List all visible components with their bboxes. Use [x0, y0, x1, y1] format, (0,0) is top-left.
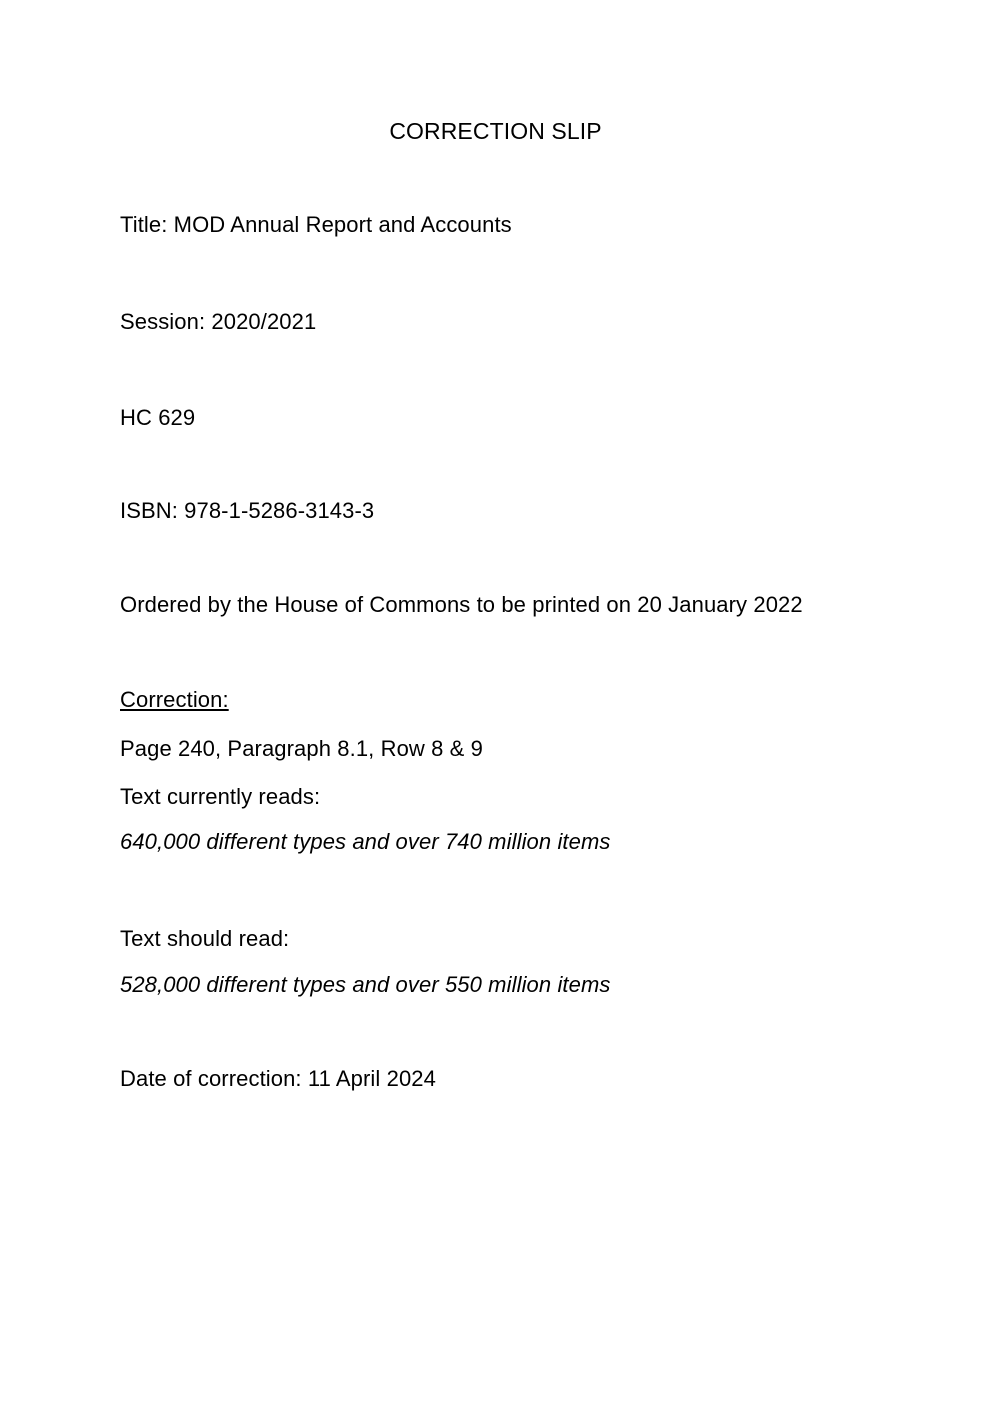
current-text-label: Text currently reads: [120, 784, 321, 809]
should-read-value: 528,000 different types and over 550 million items [120, 972, 611, 997]
hc-number-line: HC 629 [120, 405, 196, 430]
page-title: CORRECTION SLIP [389, 118, 602, 144]
correction-section-heading: Correction: [120, 687, 229, 712]
ordered-by-line: Ordered by the House of Commons to be printed on 20 January 2022 [120, 592, 803, 617]
current-text-value: 640,000 different types and over 740 million items [120, 829, 611, 854]
isbn-line: ISBN: 978-1-5286-3143-3 [120, 498, 375, 523]
correction-date-line: Date of correction: 11 April 2024 [120, 1066, 436, 1091]
correction-location-line: Page 240, Paragraph 8.1, Row 8 & 9 [120, 736, 483, 761]
should-read-label: Text should read: [120, 926, 290, 951]
session-line: Session: 2020/2021 [120, 309, 317, 334]
report-title-line: Title: MOD Annual Report and Accounts [120, 212, 512, 237]
